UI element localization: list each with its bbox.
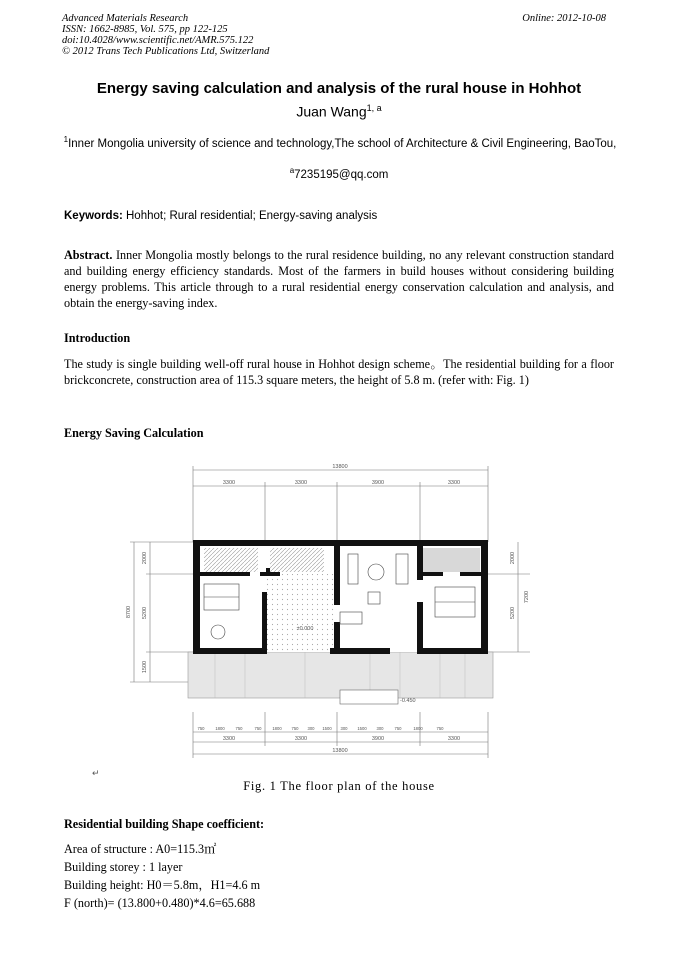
bottom-small-dim: 750 (291, 726, 299, 731)
journal-doi: doi:10.4028/www.scientific.net/AMR.575.122 (62, 35, 254, 46)
journal-copyright: © 2012 Trans Tech Publications Ltd, Switzerland (62, 46, 270, 57)
left-dim-3: 1500 (142, 660, 148, 674)
shape-line-area: Area of structure : A0=115.3㎡ (64, 842, 217, 856)
figure-caption: Fig. 1 The floor plan of the house (243, 779, 435, 793)
left-dim-1: 2000 (142, 551, 148, 565)
email-sup: a (289, 166, 295, 175)
bottom-small-dim: 1500 (357, 726, 367, 731)
bottom-small-dim: 1800 (215, 726, 225, 731)
bottom-small-dim: 300 (376, 726, 384, 731)
top-total-dim: 13800 (332, 464, 348, 470)
bottom-dim-3: 3900 (371, 736, 385, 742)
floor-level: ±0.000 (296, 626, 314, 632)
return-mark: ↵ (92, 768, 100, 778)
bottom-small-dim: 750 (254, 726, 262, 731)
introduction-text: The study is single building well-off rural house in Hohhot design scheme。The residential building for a floor brickconcrete, construction area of 115.3 square meters, the height of 5.8 m. (refer with: Fig. 1) (64, 357, 614, 387)
top-dim-2: 3300 (294, 480, 308, 486)
left-dim-2: 5200 (142, 606, 148, 620)
journal-header (62, 13, 269, 57)
abstract-label: Abstract. (64, 248, 113, 262)
bottom-small-dim: 750 (394, 726, 402, 731)
abstract-text: Inner Mongolia mostly belongs to the rural residence building, no any relevant construction standard and building energy efficiency standards. Most of the farmers in build houses without considering building energy problems. This article through to a rural residential energy conservation calculation and analysis, and obtain the energy-saving index. (64, 248, 614, 310)
energy-saving-heading: Energy Saving Calculation (64, 426, 204, 440)
bottom-small-dim: 300 (340, 726, 348, 731)
keywords (64, 210, 377, 222)
top-dim-1: 3300 (222, 480, 236, 486)
bottom-small-dims (198, 726, 445, 731)
keywords-label: Keywords: (64, 210, 123, 222)
top-dim-3: 3900 (371, 480, 385, 486)
shape-line-height: Building height: H0＝5.8m，H1=4.6 m (64, 878, 261, 892)
left-total-dim: 8700 (126, 605, 132, 619)
floor-plan-figure (100, 462, 530, 767)
bottom-small-dim: 1800 (413, 726, 423, 731)
author (0, 103, 678, 120)
shape-lines (64, 840, 260, 912)
affiliation-text: Inner Mongolia university of science and technology,The school of Architecture & Civil Engineering, BaoTou, (68, 137, 617, 150)
bottom-small-dim: 750 (235, 726, 243, 731)
bottom-small-dim: 750 (197, 726, 205, 731)
bottom-small-dim: 1800 (272, 726, 282, 731)
paper-title: Energy saving calculation and analysis of the rural house in Hohhot (96, 80, 582, 97)
top-dim-4: 3300 (447, 480, 461, 486)
right-total-dim: 7200 (524, 590, 530, 604)
introduction-heading: Introduction (64, 331, 131, 345)
journal-name: Advanced Materials Research (62, 13, 189, 24)
bottom-dim-4: 3300 (447, 736, 461, 742)
bottom-small-dim: 750 (436, 726, 444, 731)
author-sup: 1, a (366, 103, 382, 113)
bottom-total-dim: 13800 (332, 748, 348, 754)
author-name: Juan Wang (296, 103, 367, 120)
abstract (64, 247, 614, 311)
step-level: -0.450 (400, 698, 416, 704)
journal-issn: ISSN: 1662-8985, Vol. 575, pp 122-125 (62, 24, 228, 35)
author-email (0, 166, 678, 181)
online-date: Online: 2012-10-08 (522, 13, 606, 24)
keywords-text: Hohhot; Rural residential; Energy-saving analysis (126, 210, 378, 222)
email-text: 7235195@qq.com (294, 168, 389, 181)
right-dim-1: 2000 (510, 551, 516, 565)
affiliation (60, 132, 620, 152)
shape-coefficient-heading: Residential building Shape coefficient: (64, 817, 265, 831)
shape-line-storey: Building storey : 1 layer (64, 860, 183, 874)
bottom-dim-2: 3300 (294, 736, 308, 742)
shape-line-north: F (north)= (13.800+0.480)*4.6=65.688 (64, 896, 256, 910)
bottom-dim-1: 3300 (222, 736, 236, 742)
right-dim-2: 5200 (510, 606, 516, 620)
bottom-small-dim: 300 (307, 726, 315, 731)
entry-steps (340, 690, 398, 704)
bottom-small-dim: 1500 (322, 726, 332, 731)
affiliation-sup: 1 (63, 135, 69, 144)
